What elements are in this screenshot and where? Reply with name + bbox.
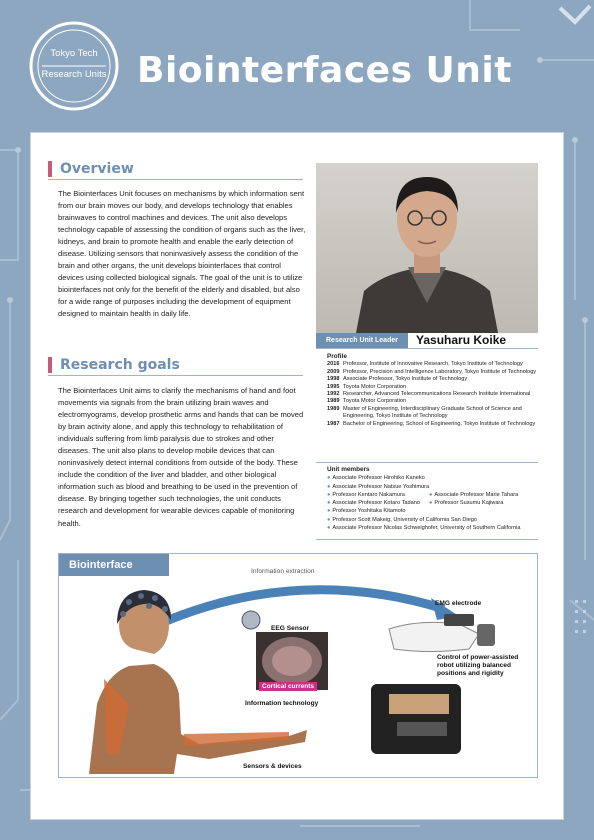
overview-rule — [48, 179, 303, 180]
profile-entry: 2016 Professor, Institute of Innovative Research, Tokyo Institute of Technology — [327, 361, 523, 368]
leader-portrait-icon — [316, 163, 538, 333]
power-assist-control-label: Control of power-assisted robot utilizing balanced positions and rigidity — [437, 654, 519, 677]
member-row: ● Associate Professor Hirohiko Kaneko — [327, 475, 425, 482]
bullet-icon: ● — [327, 516, 331, 523]
bullet-icon: ● — [327, 475, 331, 482]
badge-line-2: Research Units — [41, 69, 107, 80]
leader-tag: Research Unit Leader — [316, 333, 408, 348]
leader-name: Yasuharu Koike — [416, 333, 507, 347]
member-row: ● Professor Scott Makeig, University of California San Diego — [327, 516, 477, 523]
biointerface-figure — [58, 553, 538, 778]
profile-entry: 1992 Researcher, Advanced Telecommunications Research Institute International — [327, 391, 531, 398]
member-row: ● Associate Professor Kotaro Tadano ● Professor Susumu Kajiwara — [327, 500, 504, 507]
bullet-icon: ● — [327, 491, 331, 498]
bullet-icon: ● — [429, 500, 433, 507]
research-goals-rule — [48, 375, 303, 376]
member-row: ● Associate Professor Nicolas Schweighofer, University of Southern California — [327, 525, 521, 532]
profile-entry: 1995 Toyota Motor Corporation — [327, 383, 407, 390]
emg-electrode-label: EMG electrode — [435, 600, 482, 607]
profile-entry: 1998 Associate Professor, Tokyo Institute of Technology — [327, 376, 468, 383]
member-row: ● Professor Yoshitaka Kitamoto — [327, 508, 406, 515]
information-technology-label: Information technology — [245, 700, 319, 707]
hand-emg-icon — [389, 622, 479, 651]
information-extraction-label: Information extraction — [251, 568, 315, 575]
profile-entry: 1989 Master of Engineering, Interdisciplinary Graduate School of Science and Engineering, Tokyo Institute of Technology — [327, 405, 522, 420]
badge-circle-icon — [28, 20, 120, 112]
tokyo-tech-badge — [28, 20, 120, 112]
profile-section — [327, 353, 547, 428]
profile-list — [327, 361, 547, 428]
bullet-icon: ● — [327, 483, 331, 490]
bullet-icon: ● — [327, 525, 331, 532]
overview-text: The Biointerfaces Unit focuses on mechanisms by which information sent from our brain moves our body, and develops technology that enables brainwaves to control machines and devices. The unit also develops technology capable of assessing the condition of organs such as the liver, kidneys, and brain to promote health and enable the early detection of disease. Utilizing sensors that noninvasively assess the condition of the brain and other organs, the unit develops biointerfaces that control devices using collected biological signals. The goal of the unit is to utilize biointerfaces not only for the benefit of the elderly and disabled, but also for a wide range of purposes including the development of equipment designed to maintain health in daily life. — [58, 189, 306, 319]
cortical-currents-label: Cortical currents — [259, 682, 317, 691]
members-rule — [316, 539, 538, 540]
member-row: ● Professor Kentaro Nakamura ● Associate Professor Marie Tahara — [327, 491, 519, 498]
leader-bar — [316, 333, 538, 348]
member-row: ● Associate Professor Natsue Yoshimura — [327, 483, 430, 490]
research-goals-heading: Research goals — [48, 357, 180, 373]
members-section — [327, 466, 547, 532]
research-goals-text: The Biointerfaces Unit aims to clarify the mechanisms of hand and foot movements via signals from the brain utilizing brain waves and electromyograms, develop prosthetic arms and hands that can be moved by brain activity alone, and apply this technology to rehabilitation of individuals suffering from limb paralysis due to strokes and other diseases. The unit also plans to develop mobile devices that can noninvasively detect internal conditions from outside of the body. These include the condition of the liver and bladder, and other biological information such as blood and breathing to be used in the prevention of disease. By bringing together such technologies, the unit conducts research and development for wearable devices capable of monitoring health. — [58, 386, 304, 528]
leader-rule — [316, 348, 538, 349]
bullet-icon: ● — [429, 491, 433, 498]
profile-entry: 2009 Professor, Precision and Intelligence Laboratory, Tokyo Institute of Technology — [327, 368, 537, 375]
members-heading: Unit members — [327, 466, 370, 473]
eeg-sensor-label: EEG Sensor — [271, 625, 310, 632]
sensors-devices-label: Sensors & devices — [243, 763, 302, 770]
profile-entry: 1989 Toyota Motor Corporation — [327, 398, 407, 405]
profile-entry: 1987 Bachelor of Engineering, School of Engineering, Tokyo Institute of Technology — [327, 420, 536, 427]
figure-tab: Biointerface — [59, 554, 169, 576]
profile-heading: Profile — [327, 353, 347, 360]
page-title: Biointerfaces Unit — [137, 50, 512, 91]
bullet-icon: ● — [327, 508, 331, 515]
profile-rule — [316, 462, 538, 463]
overview-heading: Overview — [48, 161, 134, 177]
bullet-icon: ● — [327, 500, 331, 507]
leader-photo — [316, 163, 538, 333]
badge-line-1: Tokyo Tech — [50, 48, 98, 59]
